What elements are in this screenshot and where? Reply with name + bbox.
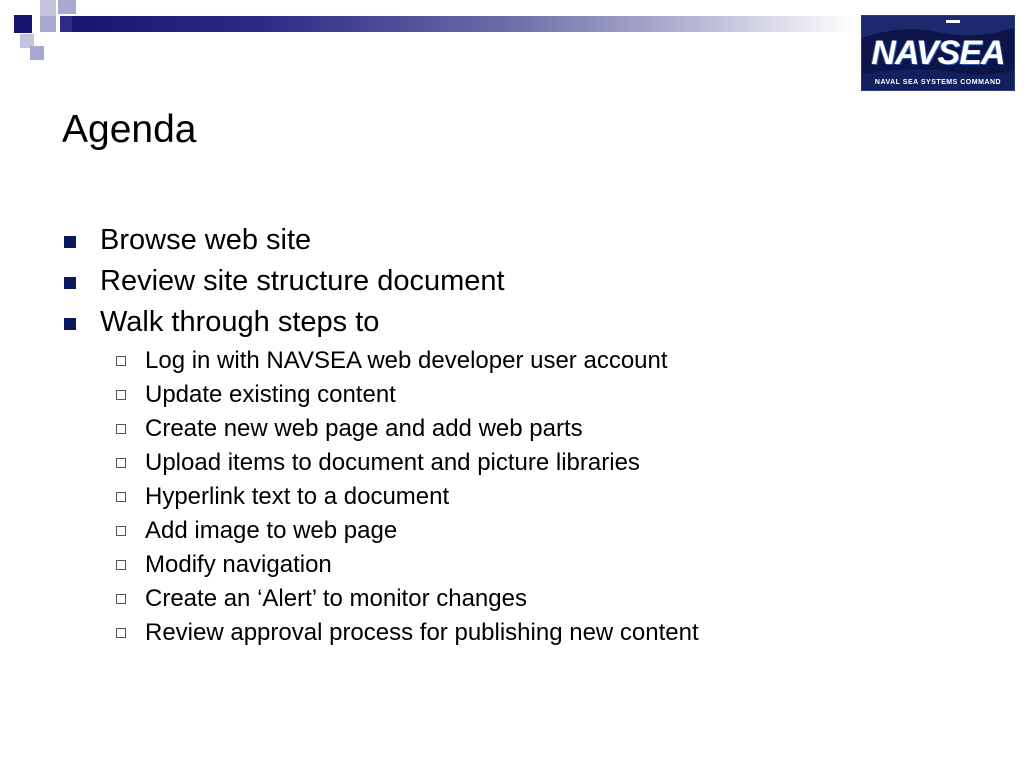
sub-list-item-text: Upload items to document and picture libraries bbox=[145, 449, 640, 476]
list-item-text: Browse web site bbox=[100, 224, 312, 256]
logo-subtitle: NAVAL SEA SYSTEMS COMMAND bbox=[874, 79, 1002, 86]
decor-square bbox=[14, 15, 32, 33]
sub-list-item-text: Review approval process for publishing new content bbox=[145, 619, 699, 646]
header-gradient-bar bbox=[72, 16, 854, 32]
list-item-text: Walk through steps to bbox=[100, 306, 380, 338]
hollow-square-bullet-icon bbox=[116, 492, 126, 502]
sub-list-item-text: Hyperlink text to a document bbox=[145, 483, 450, 510]
sub-list-item bbox=[0, 412, 1024, 446]
logo-wordmark: NAVSEA bbox=[871, 34, 1005, 72]
sub-list-item-text: Log in with NAVSEA web developer user account bbox=[145, 347, 668, 374]
list-item-text: Review site structure document bbox=[100, 265, 505, 297]
square-bullet-icon bbox=[64, 318, 76, 330]
list-item bbox=[0, 261, 1024, 302]
hollow-square-bullet-icon bbox=[116, 390, 126, 400]
decor-square bbox=[58, 0, 76, 14]
sub-list-item bbox=[0, 480, 1024, 514]
sub-list-item bbox=[0, 378, 1024, 412]
sub-list-item bbox=[0, 548, 1024, 582]
decor-square bbox=[30, 46, 44, 60]
list-item bbox=[0, 220, 1024, 261]
hollow-square-bullet-icon bbox=[116, 424, 126, 434]
sub-list-item bbox=[0, 514, 1024, 548]
sub-list-item bbox=[0, 344, 1024, 378]
hollow-square-bullet-icon bbox=[116, 560, 126, 570]
agenda-list bbox=[0, 220, 1024, 650]
square-bullet-icon bbox=[64, 277, 76, 289]
sub-list-item bbox=[0, 446, 1024, 480]
slide-title: Agenda bbox=[62, 108, 197, 151]
sub-list-item-text: Add image to web page bbox=[145, 517, 398, 544]
hollow-square-bullet-icon bbox=[116, 356, 126, 366]
sub-list-item bbox=[0, 582, 1024, 616]
sub-list-item bbox=[0, 616, 1024, 650]
hollow-square-bullet-icon bbox=[116, 458, 126, 468]
list-item bbox=[0, 302, 1024, 343]
navsea-logo bbox=[861, 15, 1015, 91]
hollow-square-bullet-icon bbox=[116, 594, 126, 604]
decor-square bbox=[40, 16, 56, 32]
sub-list-item-text: Create new web page and add web parts bbox=[145, 415, 583, 442]
sub-list-item-text: Create an ‘Alert’ to monitor changes bbox=[145, 585, 527, 612]
decor-square bbox=[40, 0, 56, 16]
hollow-square-bullet-icon bbox=[116, 526, 126, 536]
sub-list-item-text: Modify navigation bbox=[145, 551, 332, 578]
sub-list-item-text: Update existing content bbox=[145, 381, 396, 408]
hollow-square-bullet-icon bbox=[116, 628, 126, 638]
square-bullet-icon bbox=[64, 236, 76, 248]
